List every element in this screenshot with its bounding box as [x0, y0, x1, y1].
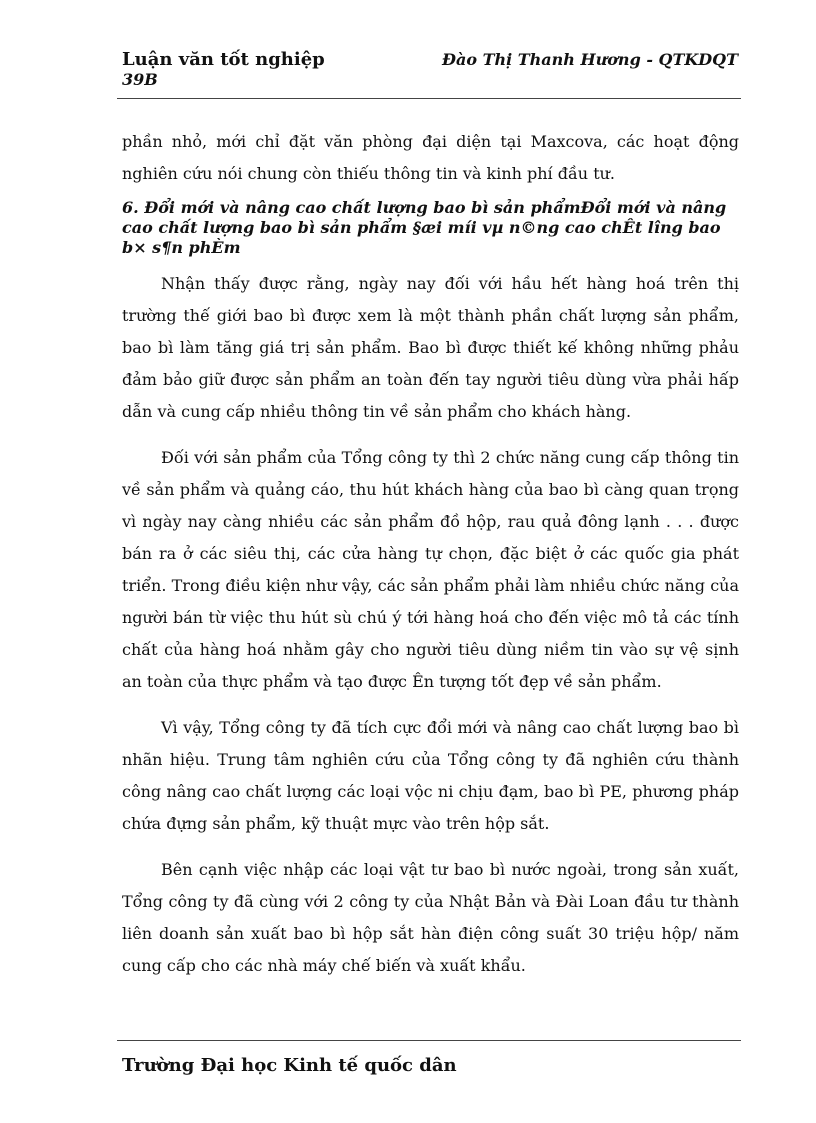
body-paragraph: Đối với sản phẩm của Tổng công ty thì 2 chức năng cung cấp thông tin về sản phẩm và quảng cáo, thu hút khách hàng của bao bì càng quan trọng vì ngày nay càng nhiều các sản phẩm đồ hộp, rau quả đông lạnh . . . được bán ra ở các siêu thị, các cửa hàng tự chọn, đặc biệt ở các quốc gia phát triển. Trong điều kiện như vậy, các sản phẩm phải làm nhiều chức năng của người bán từ việc thu hút sù chú ý tới hàng hoá cho đến việc mô tả các tính chất của hàng hoá nhằm gây cho người tiêu dùng niềm tin vào sự vệ sịnh an toàn của thực phẩm và tạo được Ên tượng tốt đẹp về sản phẩm. [122, 448, 739, 691]
body-paragraph: Nhận thấy được rằng, ngày nay đối với hầu hết hàng hoá trên thị trường thế giới bao bì được xem là một thành phần chất lượng sản phẩm, bao bì làm tăng giá trị sản phẩm. Bao bì được thiết kế không những phảu đảm bảo giữ được sản phẩm an toàn đến tay người tiêu dùng vừa phải hấp dẫn và cung cấp nhiều thông tin về sản phẩm cho khách hàng. [122, 274, 739, 421]
body-paragraph: Vì vậy, Tổng công ty đã tích cực đổi mới và nâng cao chất lượng bao bì nhãn hiệu. Trung tâm nghiên cứu của Tổng công ty đã nghiên cứu thành công nâng cao chất lượng các loại vộc ni chịu đạm, bao bì PE, phương pháp chứa đựng sản phẩm, kỹ thuật mực vào trên hộp sắt. [122, 718, 739, 833]
course-code: 39B [122, 70, 158, 89]
author-name: Đào Thị Thanh Hương - QTKDQT [441, 50, 738, 69]
page-body [122, 126, 739, 996]
document-header-left [122, 50, 325, 90]
university-footer: Trường Đại học Kinh tế quốc dân [122, 1055, 457, 1076]
footer-divider [117, 1040, 741, 1041]
section-heading: 6. Đổi mới và nâng cao chất lượng bao bì sản phẩmĐổi mới và nâng cao chất lượng bao bì sản phẩm §æi míi vµ n©ng cao chÊt lîng bao b× s¶n phÈm [122, 198, 727, 257]
thesis-title: Luận văn tốt nghiệp [122, 49, 325, 70]
header-divider [117, 98, 741, 99]
body-paragraph: Bên cạnh việc nhập các loại vật tư bao bì nước ngoài, trong sản xuất, Tổng công ty đã cùng với 2 công ty của Nhật Bản và Đài Loan đầu tư thành liên doanh sản xuất bao bì hộp sắt hàn điện công suất 30 triệu hộp/ năm cung cấp cho các nhà máy chế biến và xuất khẩu. [122, 860, 739, 975]
intro-paragraph: phần nhỏ, mới chỉ đặt văn phòng đại diện tại Maxcova, các hoạt động nghiên cứu nói chung còn thiếu thông tin và kinh phí đầu tư. [122, 132, 739, 183]
